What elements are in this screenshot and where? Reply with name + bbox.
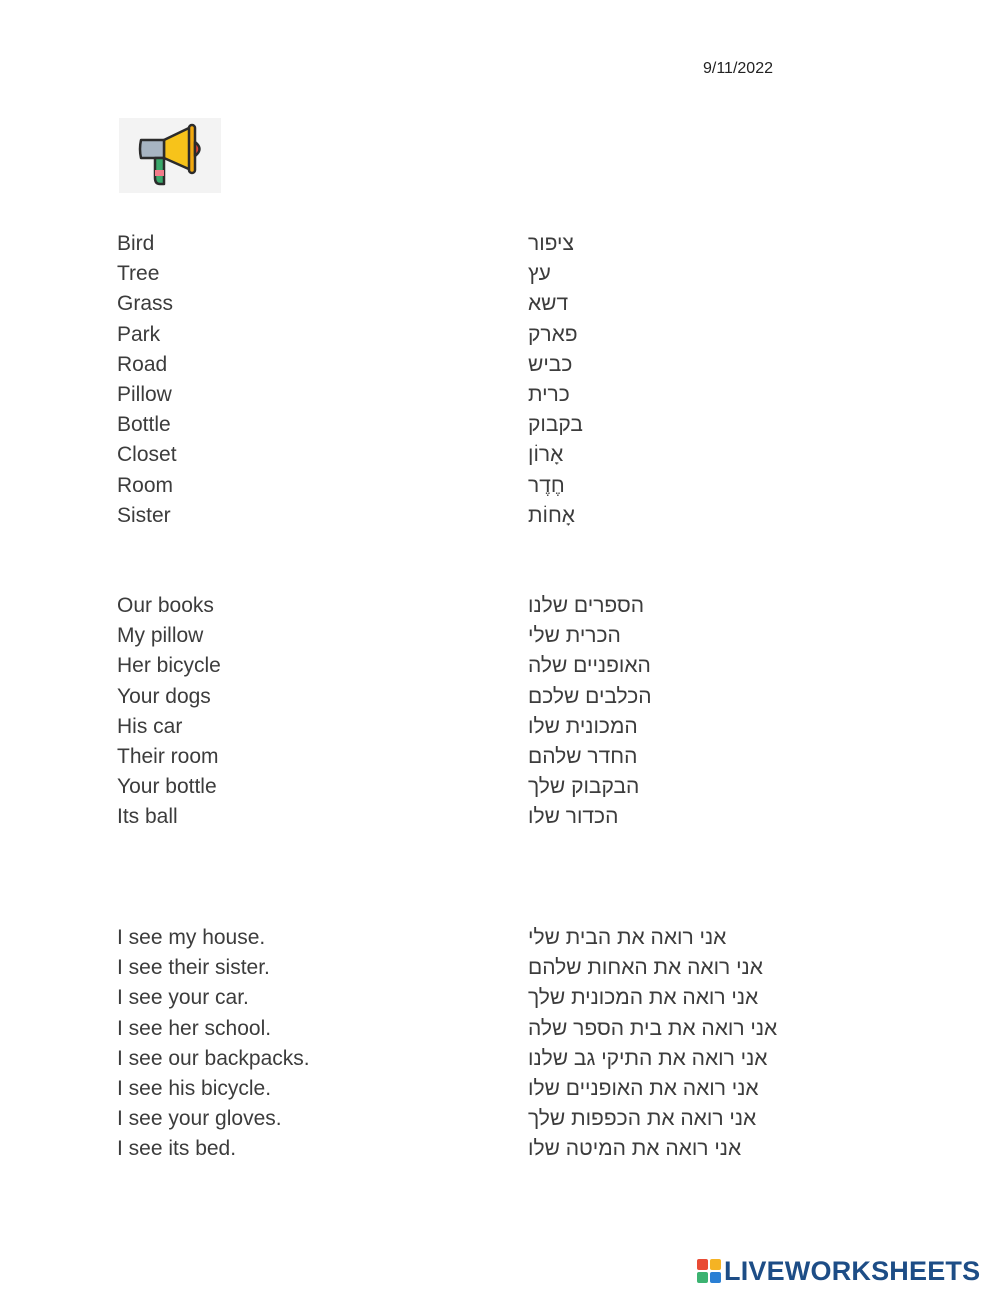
sentences-hebrew: אני רואה את האופניים שלו [528, 1076, 759, 1100]
possessives-row [117, 804, 817, 834]
possessives-english: Your dogs [117, 684, 211, 708]
megaphone-audio-button[interactable] [119, 118, 221, 193]
sentences-row [117, 1136, 817, 1166]
vocabulary-list [117, 231, 817, 533]
vocab-english: Grass [117, 292, 174, 316]
liveworksheets-logo [697, 1255, 980, 1287]
vocab-english: Road [117, 352, 168, 376]
vocab-row [117, 352, 817, 382]
possessives-hebrew: הבקבוק שלך [528, 775, 640, 799]
vocab-hebrew: פארק [528, 322, 578, 346]
sentences-row [117, 1046, 817, 1076]
sentences-english: I see their sister. [117, 956, 270, 980]
vocab-english: Closet [117, 443, 177, 467]
possessives-row [117, 684, 817, 714]
vocab-english: Bird [117, 232, 155, 255]
possessives-english: Its ball [117, 805, 178, 829]
vocab-hebrew: אָרוֹן [528, 443, 564, 467]
possessives-english: Your bottle [117, 775, 217, 799]
vocab-hebrew: בקבוק [528, 413, 583, 437]
sentences-row [117, 1076, 817, 1106]
sentences-hebrew: אני רואה את המכונית שלך [528, 986, 759, 1010]
vocab-hebrew: כביש [528, 352, 573, 376]
possessives-row [117, 744, 817, 774]
vocab-hebrew: כרית [528, 382, 570, 406]
sentences-hebrew: אני רואה את הבית שלי [528, 926, 727, 949]
vocab-hebrew: אָחוֹת [528, 503, 575, 527]
possessives-english: Her bicycle [117, 654, 221, 678]
logo-text: LIVEWORKSHEETS [724, 1255, 981, 1286]
sentences-english: I see our backpacks. [117, 1046, 310, 1070]
possessives-row [117, 714, 817, 744]
vocab-hebrew: ציפור [528, 232, 574, 255]
vocab-row [117, 473, 817, 503]
vocab-english: Park [117, 322, 161, 346]
megaphone-icon [119, 118, 221, 193]
sentences-hebrew: אני רואה את בית הספר שלה [528, 1016, 778, 1040]
sentences-row [117, 1016, 817, 1046]
vocab-english: Tree [117, 262, 160, 286]
sentences-hebrew: אני רואה את התיקי גב שלנו [528, 1046, 768, 1070]
possessives-list [117, 593, 817, 835]
vocab-row [117, 382, 817, 412]
vocab-english: Room [117, 473, 174, 497]
possessives-row [117, 653, 817, 683]
vocab-english: Pillow [117, 382, 172, 406]
possessives-english: Their room [117, 744, 219, 768]
vocab-english: Sister [117, 503, 171, 527]
possessives-english: His car [117, 714, 183, 738]
sentences-english: I see its bed. [117, 1137, 237, 1161]
vocab-row [117, 503, 817, 533]
possessives-hebrew: האופניים שלה [528, 654, 651, 678]
vocab-row [117, 322, 817, 352]
possessives-hebrew: הספרים שלנו [528, 594, 645, 617]
vocab-row [117, 261, 817, 291]
sentences-english: I see your car. [117, 986, 249, 1010]
possessives-hebrew: הכלבים שלכם [528, 684, 652, 708]
vocab-hebrew: דשא [528, 292, 569, 316]
vocab-hebrew: עץ [528, 262, 551, 286]
vocab-hebrew: חֶדֶר [528, 473, 565, 497]
date: 9/11/2022 [703, 60, 773, 77]
possessives-hebrew: החדר שלהם [528, 744, 638, 768]
vocab-row [117, 291, 817, 321]
sentences-hebrew: אני רואה את האחות שלהם [528, 956, 763, 980]
possessives-row [117, 593, 817, 623]
sentences-row [117, 925, 817, 955]
vocab-row [117, 412, 817, 442]
possessives-english: My pillow [117, 624, 204, 648]
sentences-english: I see your gloves. [117, 1107, 282, 1131]
possessives-row [117, 623, 817, 653]
sentences-english: I see his bicycle. [117, 1076, 272, 1100]
sentences-row [117, 1106, 817, 1136]
sentences-hebrew: אני רואה את המיטה שלו [528, 1137, 742, 1161]
sentences-hebrew: אני רואה את הכפפות שלך [528, 1107, 757, 1131]
sentences-list [117, 925, 817, 1167]
sentences-english: I see her school. [117, 1016, 272, 1040]
possessives-hebrew: הכדור שלו [528, 805, 619, 829]
logo-mark-icon [697, 1259, 721, 1283]
vocab-row [117, 442, 817, 472]
sentences-english: I see my house. [117, 926, 266, 949]
possessives-hebrew: הכרית שלי [528, 624, 621, 648]
possessives-row [117, 774, 817, 804]
vocab-english: Bottle [117, 413, 171, 437]
possessives-hebrew: המכונית שלו [528, 714, 638, 738]
possessives-english: Our books [117, 594, 214, 617]
vocab-row [117, 231, 817, 261]
sentences-row [117, 955, 817, 985]
sentences-row [117, 985, 817, 1015]
